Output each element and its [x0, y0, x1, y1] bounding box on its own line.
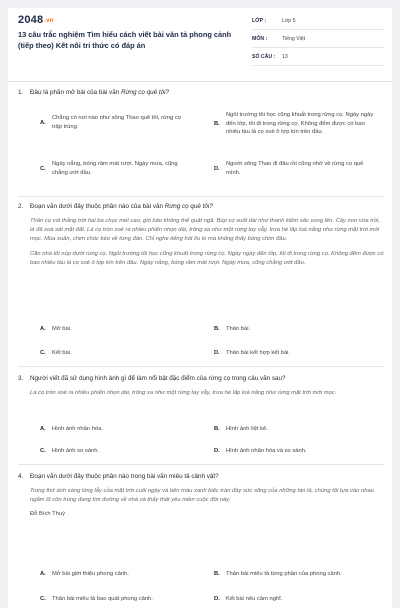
logo-text: 2048	[18, 14, 44, 26]
option-letter: D.	[214, 349, 220, 356]
option-text: Mở bài.	[52, 325, 72, 332]
meta-label: MÔN :	[252, 35, 268, 42]
meta-value: Lớp 5	[282, 17, 296, 24]
option-letter: B.	[214, 120, 220, 127]
option-letter: A.	[40, 570, 46, 577]
document-page	[8, 8, 392, 608]
option-3a[interactable]	[40, 424, 190, 434]
option-2c[interactable]	[40, 348, 190, 358]
meta-label: LỚP :	[252, 17, 267, 24]
option-letter: B.	[214, 570, 220, 577]
meta-row-count	[252, 48, 384, 66]
option-3d[interactable]	[214, 446, 374, 456]
option-text: Hình ảnh so sánh.	[52, 447, 100, 454]
option-text: Ngôi trường tôi học cũng khuất trong rừng cọ. Ngày ngày đến lớp, tôi đi trong rừng cọ. Không đếm được có bao nhiêu tàu lá cọ xoè ô lợp kín trên đầu.	[226, 112, 374, 136]
question-text: Đoạn văn dưới đây thuộc phần nào trong bài văn miêu tả cảnh vật?	[30, 473, 219, 480]
option-text: Kết bài nêu cảm nghĩ.	[226, 595, 283, 602]
option-4a[interactable]	[40, 564, 190, 584]
option-text: Thân bài miêu tả bao quát phong cảnh.	[52, 595, 153, 602]
passage-paragraph: Căn nhà tôi núp dưới rừng cọ. Ngôi trường tôi học cũng khuất trong rừng cọ. Ngày ngày đến lớp, tôi đi trong rừng cọ. Không đếm được có bao nhiêu tàu lá cọ xoè ô lợp kín trên đầu. Ngày nắng, bóng râm mát rượi. Ngày mưa, cũng chẳng ướt đầu.	[30, 251, 384, 266]
option-letter: A.	[40, 119, 46, 126]
option-text: Người sông Thao đi đâu rồi cũng nhớ về rừng cọ quê mình.	[226, 161, 364, 176]
question-header	[18, 88, 384, 97]
option-text: Thân bài kết hợp kết bài.	[226, 349, 291, 356]
site-logo[interactable]	[18, 14, 54, 26]
question-text-plain: Đâu là phần mở bài của bài văn	[30, 89, 121, 96]
option-letter: C.	[40, 447, 46, 454]
option-2b[interactable]	[214, 324, 374, 334]
option-letter: A.	[40, 425, 46, 432]
option-text: Hình ảnh nhân hóa.	[52, 425, 103, 432]
option-text: Hình ảnh nhân hóa và so sánh.	[226, 447, 307, 454]
option-2d[interactable]	[214, 348, 374, 358]
option-text: Thân bài miêu tả từng phần của phong cảnh.	[226, 570, 342, 577]
logo-suffix: .vn	[44, 18, 54, 24]
option-text: Thân bài.	[226, 325, 251, 332]
meta-value: 13	[282, 53, 288, 60]
question-text: Người viết đã sử dụng hình ảnh gì để làm nổi bật đặc điểm của rừng cọ trong câu văn sau?	[30, 375, 286, 382]
option-3c[interactable]	[40, 446, 190, 456]
question-text	[30, 88, 384, 97]
option-letter: B.	[214, 425, 220, 432]
option-1b[interactable]	[214, 102, 374, 146]
option-text: Ngày nắng, bóng râm mát rượi. Ngày mưa, cũng chẳng ướt đầu.	[52, 161, 178, 176]
meta-row-subject	[252, 30, 384, 48]
option-1d[interactable]	[214, 156, 374, 182]
option-text: Hình ảnh liệt kê.	[226, 425, 268, 432]
question-text-italic: Rừng cọ quê tôi?	[120, 89, 170, 96]
meta-table	[252, 12, 384, 66]
question-header	[18, 472, 384, 481]
option-1c[interactable]	[40, 156, 190, 182]
option-letter: B.	[214, 325, 220, 332]
meta-value: Tiếng Việt	[282, 35, 306, 42]
option-letter: D.	[214, 447, 220, 454]
passage-author: Đỗ Bích Thuý	[30, 511, 66, 517]
question-text-italic: Rừng cọ quê tôi?	[164, 203, 213, 210]
option-2a[interactable]	[40, 324, 190, 334]
question-number: 1.	[18, 89, 24, 96]
option-letter: C.	[40, 595, 46, 602]
meta-label: SỐ CÂU :	[252, 53, 276, 60]
option-letter: C.	[40, 349, 46, 356]
option-4b[interactable]	[214, 562, 374, 586]
document-title: 13 câu trắc nghiệm Tìm hiểu cách viết bài văn tả phong cảnh (tiếp theo) Kết nối tri thức có đáp án	[18, 30, 232, 50]
reading-passage	[18, 487, 384, 505]
question-3	[18, 374, 384, 398]
question-number: 2.	[18, 203, 24, 210]
question-text-plain: Đoạn văn dưới đây thuộc phần nào của bài văn	[30, 203, 165, 210]
option-letter: C.	[40, 165, 46, 172]
option-1a[interactable]	[40, 106, 190, 140]
reading-passage	[18, 389, 384, 398]
question-1	[18, 88, 384, 97]
option-letter: A.	[40, 325, 46, 332]
meta-row-class	[252, 12, 384, 30]
option-text: Mở bài giới thiệu phong cảnh.	[52, 570, 129, 577]
option-text: Kết bài.	[52, 349, 72, 356]
reading-passage	[18, 217, 384, 268]
divider	[18, 196, 384, 197]
option-text: Chẳng có nơi nào như sông Thao quê tôi, rừng cọ trập trùng.	[52, 115, 182, 130]
passage-paragraph: Thân cọ vút thẳng trời hai ba chục mét cao, gió bão không thể quật ngã. Búp cọ vuốt dài như thanh kiếm sắc vung lên. Cây non vừa trồi, lá đã xoà sát mặt đất. Lá cọ tròn xoè ra nhiều phiến nhọn dài, trông xa như một rừng tay vẫy, trưa hè lấp loá nắng như rừng mặt trời mới mọc. Mùa xuân, chim chóc kéo về từng đàn. Chỉ nghe tiếng hót líu lo mà không thấy bóng chim đâu.	[30, 218, 380, 242]
option-letter: D.	[214, 595, 220, 602]
option-letter: D.	[214, 165, 220, 172]
question-4	[18, 472, 384, 517]
question-header	[18, 202, 384, 211]
question-header	[18, 374, 384, 383]
document-header	[8, 8, 392, 82]
passage-paragraph: Lá cọ tròn xoè ra nhiều phiến nhọn dài, trông xa như một rừng tay vẫy, trưa hè lấp loá nắng như rừng mặt trời mới mọc.	[30, 390, 337, 396]
question-text	[30, 202, 384, 211]
question-2	[18, 202, 384, 268]
passage-paragraph: Trong thứ ánh sáng lòng lẫy của mặt trời cuối ngày và bên màu xanh biếc tràn đầy sức sống của những tán lá, chúng tôi tựa vào nhau ngắm lũ côn trùng đang tìm đường về nhà và thấy thật yêu miền cuộc đời này.	[30, 488, 374, 503]
question-number: 4.	[18, 473, 24, 480]
option-4c[interactable]	[40, 592, 190, 606]
option-3b[interactable]	[214, 424, 374, 434]
question-number: 3.	[18, 375, 24, 382]
divider	[18, 464, 384, 465]
divider	[18, 366, 384, 367]
option-4d[interactable]	[214, 592, 374, 606]
